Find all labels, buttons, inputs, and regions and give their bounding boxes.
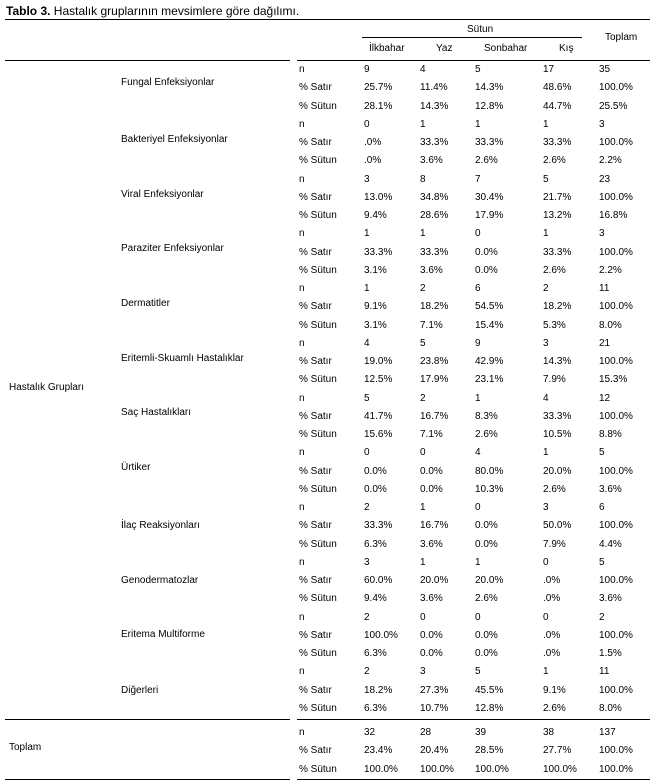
cell-total: 3 <box>599 119 605 130</box>
cell-ilkbahar: 3 <box>364 174 370 185</box>
stat-label: % Sütun <box>299 265 337 276</box>
stat-label: % Satır <box>299 247 332 258</box>
cell-sonbahar: 0.0% <box>475 247 498 258</box>
cell-yaz: 27.3% <box>420 685 449 696</box>
table-caption-text: Hastalık gruplarının mevsimlere göre dağılımı. <box>50 4 300 18</box>
stat-label: % Satır <box>299 137 332 148</box>
stat-label: % Satır <box>299 575 332 586</box>
stat-label: % Sütun <box>299 648 337 659</box>
column-header-total: Toplam <box>605 32 638 43</box>
stat-label: n <box>299 666 305 677</box>
cell-sonbahar: 12.8% <box>475 703 504 714</box>
row-group-name: Genodermatozlar <box>121 575 199 586</box>
stat-label: % Sütun <box>299 320 337 331</box>
cell-yaz: 0.0% <box>420 466 443 477</box>
cell-total: 100.0% <box>599 685 633 696</box>
cell-yaz: 3.6% <box>420 265 443 276</box>
cell-ilkbahar: 0 <box>364 447 370 458</box>
row-group-name: Viral Enfeksiyonlar <box>121 189 204 200</box>
row-group-label: Hastalık Grupları <box>9 382 85 393</box>
cell-yaz: 0.0% <box>420 648 443 659</box>
cell-ilkbahar: 5 <box>364 393 370 404</box>
cell-kis: .0% <box>543 575 561 586</box>
cell-yaz: 5 <box>420 338 426 349</box>
cell-sonbahar: 1 <box>475 393 481 404</box>
cell-sonbahar: 23.1% <box>475 374 504 385</box>
cell-yaz: 3.6% <box>420 155 443 166</box>
cell-kis: 0 <box>543 612 549 623</box>
cell-sonbahar: 14.3% <box>475 82 504 93</box>
cell-kis: 13.2% <box>543 210 572 221</box>
stat-label: % Satır <box>299 520 332 531</box>
cell-yaz: 14.3% <box>420 101 449 112</box>
cell-kis: 0 <box>543 557 549 568</box>
stat-label: n <box>299 174 305 185</box>
header-bottom-rule-right <box>297 60 650 61</box>
stat-label: % Sütun <box>299 374 337 385</box>
cell-yaz: 1 <box>420 502 426 513</box>
cell-kis: 5.3% <box>543 320 566 331</box>
cell-total: 21 <box>599 338 611 349</box>
total-row-label: Toplam <box>9 742 42 753</box>
cell-ilkbahar: 3.1% <box>364 320 387 331</box>
cell-total: 11 <box>599 666 610 677</box>
cell-kis: 7.9% <box>543 374 566 385</box>
cell-total: 3.6% <box>599 593 622 604</box>
cell-total: 2.2% <box>599 265 622 276</box>
stat-label: % Sütun <box>299 484 337 495</box>
stat-label: % Sütun <box>299 210 337 221</box>
cell-yaz: 4 <box>420 64 426 75</box>
cell-kis: 10.5% <box>543 429 572 440</box>
cell-total: 3 <box>599 228 605 239</box>
cell-sonbahar: 4 <box>475 447 481 458</box>
total-top-rule-left <box>5 719 290 720</box>
cell-sonbahar: 80.0% <box>475 466 504 477</box>
cell-yaz: 33.3% <box>420 247 449 258</box>
stat-label: n <box>299 64 305 75</box>
total-cell-total: 137 <box>599 727 616 738</box>
stat-label: % Satır <box>299 630 332 641</box>
total-top-rule-right <box>297 719 650 720</box>
cell-kis: 9.1% <box>543 685 566 696</box>
cell-kis: 14.3% <box>543 356 572 367</box>
cell-kis: 33.3% <box>543 137 572 148</box>
cell-ilkbahar: 9.1% <box>364 301 387 312</box>
stat-label: % Satır <box>299 411 332 422</box>
total-cell-sonbahar: 39 <box>475 727 487 738</box>
total-cell-total: 100.0% <box>599 745 633 756</box>
cell-kis: 20.0% <box>543 466 572 477</box>
cell-sonbahar: 6 <box>475 283 481 294</box>
stat-label: % Sütun <box>299 429 337 440</box>
cell-ilkbahar: 15.6% <box>364 429 393 440</box>
cell-total: 100.0% <box>599 630 633 641</box>
cell-sonbahar: 1 <box>475 557 481 568</box>
cell-yaz: 0.0% <box>420 484 443 495</box>
cell-sonbahar: 30.4% <box>475 192 504 203</box>
stat-label: % Sütun <box>299 101 337 112</box>
cell-total: 100.0% <box>599 411 633 422</box>
cell-ilkbahar: 1 <box>364 228 370 239</box>
cell-ilkbahar: 3 <box>364 557 370 568</box>
stat-label: n <box>299 283 305 294</box>
stat-label: n <box>299 557 305 568</box>
table-bottom-rule-right <box>297 779 650 780</box>
cell-yaz: 3.6% <box>420 593 443 604</box>
cell-total: 6 <box>599 502 605 513</box>
cell-kis: 5 <box>543 174 549 185</box>
row-group-name: İlaç Reaksiyonları <box>121 520 200 531</box>
cell-kis: 3 <box>543 338 549 349</box>
stat-label: % Sütun <box>299 593 337 604</box>
cell-total: 15.3% <box>599 374 628 385</box>
cell-kis: 2.6% <box>543 155 566 166</box>
row-group-name: Dermatitler <box>121 298 170 309</box>
stat-label: % Sütun <box>299 155 337 166</box>
row-group-name: Fungal Enfeksiyonlar <box>121 77 215 88</box>
cell-yaz: 3 <box>420 666 426 677</box>
cell-yaz: 17.9% <box>420 374 449 385</box>
cell-sonbahar: 2.6% <box>475 155 498 166</box>
cell-kis: 1 <box>543 228 549 239</box>
cell-total: 23 <box>599 174 611 185</box>
cell-yaz: 10.7% <box>420 703 449 714</box>
column-header-ilkbahar: İlkbahar <box>369 43 405 54</box>
cell-sonbahar: 15.4% <box>475 320 504 331</box>
cell-total: 100.0% <box>599 301 633 312</box>
cell-ilkbahar: 2 <box>364 666 370 677</box>
cell-ilkbahar: 2 <box>364 502 370 513</box>
cell-kis: 7.9% <box>543 539 566 550</box>
cell-ilkbahar: 100.0% <box>364 630 398 641</box>
cell-sonbahar: 0 <box>475 612 481 623</box>
cell-total: 8.0% <box>599 703 622 714</box>
row-group-name: Ürtiker <box>121 462 151 473</box>
cell-kis: 2.6% <box>543 484 566 495</box>
cell-yaz: 3.6% <box>420 539 443 550</box>
cell-yaz: 11.4% <box>420 82 448 93</box>
cell-kis: 2.6% <box>543 265 566 276</box>
cell-ilkbahar: .0% <box>364 155 382 166</box>
cell-yaz: 7.1% <box>420 429 443 440</box>
cell-kis: 50.0% <box>543 520 572 531</box>
cell-total: 35 <box>599 64 611 75</box>
cell-total: 100.0% <box>599 575 633 586</box>
cell-yaz: 2 <box>420 393 426 404</box>
cell-yaz: 0 <box>420 447 426 458</box>
cell-kis: 17 <box>543 64 555 75</box>
cell-sonbahar: 1 <box>475 119 481 130</box>
cell-sonbahar: 0.0% <box>475 520 498 531</box>
cell-ilkbahar: 6.3% <box>364 648 387 659</box>
cell-kis: 18.2% <box>543 301 572 312</box>
cell-ilkbahar: .0% <box>364 137 382 148</box>
stat-label: % Satır <box>299 466 332 477</box>
cell-total: 5 <box>599 447 605 458</box>
stat-label: n <box>299 612 305 623</box>
cell-kis: 4 <box>543 393 549 404</box>
cell-sonbahar: 0 <box>475 228 481 239</box>
cell-ilkbahar: 6.3% <box>364 703 387 714</box>
stat-label: n <box>299 393 305 404</box>
column-group-header: Sütun <box>467 24 494 35</box>
total-cell-kis: 38 <box>543 727 555 738</box>
cell-ilkbahar: 25.7% <box>364 82 393 93</box>
cell-yaz: 1 <box>420 119 426 130</box>
row-group-name: Eritema Multiforme <box>121 629 205 640</box>
cell-kis: 48.6% <box>543 82 572 93</box>
total-stat-label: % Satır <box>299 745 332 756</box>
cell-yaz: 34.8% <box>420 192 449 203</box>
cell-kis: 1 <box>543 447 549 458</box>
total-cell-sonbahar: 100.0% <box>475 764 509 775</box>
cell-ilkbahar: 9.4% <box>364 210 387 221</box>
cell-kis: .0% <box>543 630 561 641</box>
cell-ilkbahar: 9.4% <box>364 593 387 604</box>
total-cell-yaz: 28 <box>420 727 432 738</box>
cell-yaz: 18.2% <box>420 301 449 312</box>
cell-sonbahar: 12.8% <box>475 101 504 112</box>
cell-ilkbahar: 28.1% <box>364 101 393 112</box>
cell-sonbahar: 0.0% <box>475 630 498 641</box>
stat-label: % Satır <box>299 301 332 312</box>
cell-ilkbahar: 0.0% <box>364 484 387 495</box>
cell-kis: 33.3% <box>543 411 572 422</box>
cell-ilkbahar: 1 <box>364 283 370 294</box>
stat-label: % Satır <box>299 356 332 367</box>
cell-sonbahar: 0 <box>475 502 481 513</box>
cell-sonbahar: 8.3% <box>475 411 498 422</box>
cell-ilkbahar: 0.0% <box>364 466 387 477</box>
cell-ilkbahar: 18.2% <box>364 685 393 696</box>
column-header-sonbahar: Sonbahar <box>484 43 528 54</box>
cell-yaz: 28.6% <box>420 210 449 221</box>
cell-sonbahar: 5 <box>475 64 481 75</box>
total-stat-label: n <box>299 727 305 738</box>
cell-sonbahar: 45.5% <box>475 685 504 696</box>
cell-sonbahar: 42.9% <box>475 356 504 367</box>
cell-ilkbahar: 13.0% <box>364 192 393 203</box>
cell-yaz: 8 <box>420 174 426 185</box>
cell-kis: 2.6% <box>543 703 566 714</box>
header-bottom-rule-left <box>5 60 290 61</box>
cell-kis: .0% <box>543 648 561 659</box>
row-group-name: Paraziter Enfeksiyonlar <box>121 243 224 254</box>
cell-yaz: 0.0% <box>420 630 443 641</box>
cell-kis: 3 <box>543 502 549 513</box>
column-header-kis: Kış <box>559 43 574 54</box>
total-cell-ilkbahar: 32 <box>364 727 376 738</box>
cell-total: 4.4% <box>599 539 622 550</box>
cell-sonbahar: 7 <box>475 174 481 185</box>
cell-sonbahar: 17.9% <box>475 210 504 221</box>
cell-kis: 1 <box>543 119 549 130</box>
cell-ilkbahar: 2 <box>364 612 370 623</box>
cell-total: 12 <box>599 393 611 404</box>
cell-sonbahar: 10.3% <box>475 484 504 495</box>
cell-sonbahar: 0.0% <box>475 265 498 276</box>
cell-ilkbahar: 3.1% <box>364 265 387 276</box>
total-cell-yaz: 100.0% <box>420 764 454 775</box>
cell-ilkbahar: 33.3% <box>364 247 393 258</box>
cell-total: 11 <box>599 283 610 294</box>
table-top-rule <box>5 19 650 20</box>
cell-sonbahar: 33.3% <box>475 137 504 148</box>
cell-total: 100.0% <box>599 137 633 148</box>
cell-ilkbahar: 19.0% <box>364 356 393 367</box>
row-group-name: Saç Hastalıkları <box>121 407 192 418</box>
cell-yaz: 33.3% <box>420 137 449 148</box>
cell-kis: 33.3% <box>543 247 572 258</box>
cell-ilkbahar: 41.7% <box>364 411 393 422</box>
cell-sonbahar: 9 <box>475 338 481 349</box>
stat-label: % Sütun <box>299 539 337 550</box>
table-caption <box>6 4 299 18</box>
cell-total: 100.0% <box>599 82 633 93</box>
cell-ilkbahar: 6.3% <box>364 539 387 550</box>
cell-total: 100.0% <box>599 356 633 367</box>
total-cell-kis: 27.7% <box>543 745 572 756</box>
row-group-name: Bakteriyel Enfeksiyonlar <box>121 134 228 145</box>
cell-total: 100.0% <box>599 247 633 258</box>
cell-ilkbahar: 12.5% <box>364 374 393 385</box>
stat-label: % Satır <box>299 685 332 696</box>
table-bottom-rule-left <box>5 779 290 780</box>
cell-kis: 2 <box>543 283 549 294</box>
stat-label: % Satır <box>299 192 332 203</box>
row-group-name: Diğerleri <box>121 685 159 696</box>
stat-label: n <box>299 447 305 458</box>
cell-ilkbahar: 0 <box>364 119 370 130</box>
cell-yaz: 7.1% <box>420 320 443 331</box>
cell-sonbahar: 5 <box>475 666 481 677</box>
stat-label: n <box>299 228 305 239</box>
total-cell-yaz: 20.4% <box>420 745 449 756</box>
cell-yaz: 16.7% <box>420 411 449 422</box>
cell-yaz: 1 <box>420 228 426 239</box>
cell-total: 25.5% <box>599 101 628 112</box>
cell-sonbahar: 2.6% <box>475 593 498 604</box>
cell-sonbahar: 0.0% <box>475 648 498 659</box>
cell-total: 8.0% <box>599 320 622 331</box>
cell-sonbahar: 0.0% <box>475 539 498 550</box>
cell-total: 5 <box>599 557 605 568</box>
total-cell-ilkbahar: 100.0% <box>364 764 398 775</box>
cell-total: 16.8% <box>599 210 628 221</box>
cell-yaz: 23.8% <box>420 356 449 367</box>
cell-ilkbahar: 33.3% <box>364 520 393 531</box>
cell-kis: 44.7% <box>543 101 572 112</box>
cell-total: 100.0% <box>599 520 633 531</box>
stat-label: % Satır <box>299 82 332 93</box>
row-group-name: Eritemli-Skuamlı Hastalıklar <box>121 353 244 364</box>
cell-yaz: 16.7% <box>420 520 449 531</box>
cell-kis: 21.7% <box>543 192 572 203</box>
cell-total: 100.0% <box>599 192 633 203</box>
stat-label: n <box>299 119 305 130</box>
cell-total: 3.6% <box>599 484 622 495</box>
cell-total: 100.0% <box>599 466 633 477</box>
cell-ilkbahar: 4 <box>364 338 370 349</box>
cell-yaz: 0 <box>420 612 426 623</box>
cell-sonbahar: 54.5% <box>475 301 504 312</box>
cell-total: 2 <box>599 612 605 623</box>
cell-yaz: 20.0% <box>420 575 449 586</box>
cell-yaz: 1 <box>420 557 426 568</box>
column-group-rule <box>362 37 582 38</box>
cell-sonbahar: 20.0% <box>475 575 504 586</box>
total-stat-label: % Sütun <box>299 764 337 775</box>
cell-total: 2.2% <box>599 155 622 166</box>
cell-kis: 1 <box>543 666 549 677</box>
cell-ilkbahar: 9 <box>364 64 370 75</box>
stat-label: % Sütun <box>299 703 337 714</box>
cell-sonbahar: 2.6% <box>475 429 498 440</box>
cell-total: 8.8% <box>599 429 622 440</box>
cell-kis: .0% <box>543 593 561 604</box>
total-cell-ilkbahar: 23.4% <box>364 745 393 756</box>
table-caption-label: Tablo 3. <box>6 4 51 18</box>
stat-label: n <box>299 338 305 349</box>
total-cell-kis: 100.0% <box>543 764 577 775</box>
stat-label: n <box>299 502 305 513</box>
cell-yaz: 2 <box>420 283 426 294</box>
column-header-yaz: Yaz <box>436 43 453 54</box>
cell-ilkbahar: 60.0% <box>364 575 393 586</box>
cell-total: 1.5% <box>599 648 622 659</box>
total-cell-total: 100.0% <box>599 764 633 775</box>
total-cell-sonbahar: 28.5% <box>475 745 504 756</box>
